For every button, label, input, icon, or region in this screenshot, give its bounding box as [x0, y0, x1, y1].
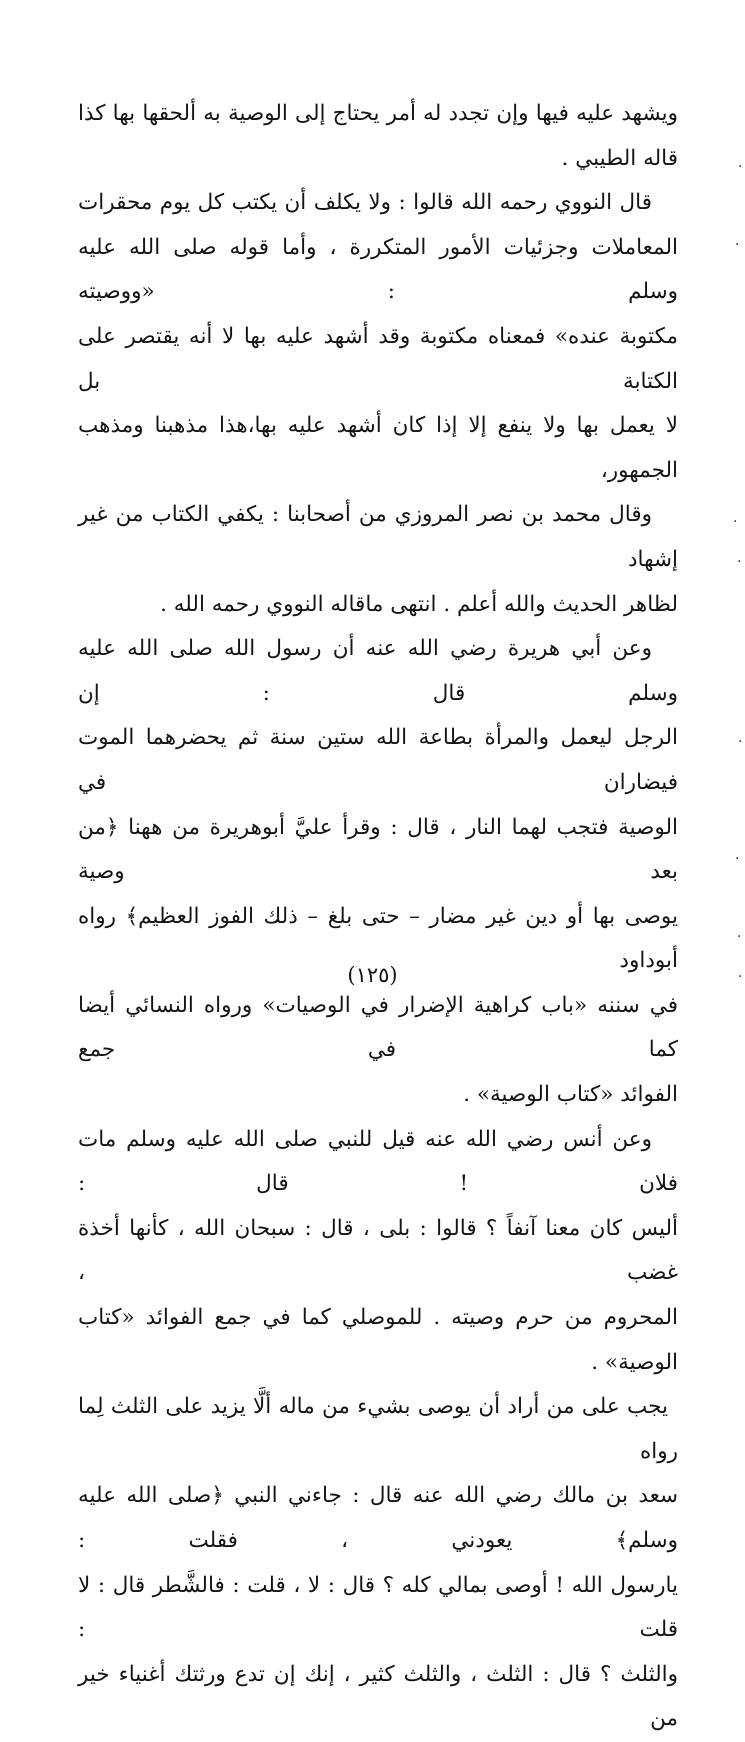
paragraph-3-end — [78, 583, 678, 628]
text-line: وعن أبي هريرة رضي الله عنه أن رسول الله صلى الله عليه وسلم قال : إن — [78, 636, 678, 706]
paragraph-6-line — [78, 1474, 678, 1563]
paragraph-2-line — [78, 226, 678, 315]
text-line: لظاهر الحديث والله أعلم . انتهى ماقاله النووي رحمه الله . — [160, 591, 678, 617]
paragraph-5-end — [78, 1296, 678, 1385]
text-line: أليس كان معنا آنفاً ؟ قالوا : بلى ، قال : سبحان الله ، كأنها أخذة غضب ، — [78, 1215, 678, 1286]
paragraph-5-line — [78, 1207, 678, 1296]
paragraph-4-line — [78, 806, 678, 895]
text-line: الفوائد «كتاب الوصية» . — [463, 1082, 678, 1108]
paragraph-6 — [78, 1385, 678, 1474]
text-line: سعد بن مالك رضي الله عنه قال : جاءني النبي ﴿صلى الله عليه وسلم﴾ يعودني ، فقلت : — [78, 1483, 678, 1553]
margin-speck: · — [738, 969, 743, 985]
text-line: يجب على من أراد أن يوصى بشيء من ماله ألَّا يزيد على الثلث لِما رواه — [78, 1394, 678, 1464]
text-line: يارسول الله ! أوصى بمالي كله ؟ قال : لا ، قلت : فالشَّطر قال : لا قلت : — [78, 1572, 678, 1643]
margin-speck: · — [737, 554, 742, 570]
paragraph-4-line — [78, 716, 678, 805]
text-line: قاله الطيبي . — [561, 145, 678, 171]
text-line: لا يعمل بها ولا ينفع إلا إذا كان أشهد عليه بها،هذا مذهبنا ومذهب الجمهور، — [78, 413, 678, 483]
text-line: يوصى بها أو دين غير مضار – حتى بلغ – ذلك الفوز العظيم﴾ رواه أبوداود — [78, 903, 678, 974]
paragraph-4 — [78, 627, 678, 716]
paragraph-1-end — [78, 137, 678, 182]
margin-speck: · — [738, 159, 743, 175]
paragraph-2-line — [78, 404, 678, 493]
paragraph-6-line — [78, 1564, 678, 1653]
margin-speck: · — [735, 237, 740, 253]
margin-speck: · — [735, 851, 740, 867]
page-body — [78, 92, 678, 1742]
text-line: قال النووي رحمه الله قالوا : ولا يكلف أن يكتب كل يوم محقرات — [78, 190, 652, 216]
paragraph-4-end — [78, 1073, 678, 1118]
text-line: والثلث ؟ قال : الثلث ، والثلث كثير ، إنك إن تدع ورثتك أغنياء خير من — [78, 1661, 678, 1732]
paragraph-3 — [78, 493, 678, 582]
text-line: المحروم من حرم وصيته . للموصلي كما في جمع الفوائد «كتاب الوصية» . — [78, 1305, 678, 1375]
text-line: في سننه «باب كراهية الإضرار في الوصيات» ورواه النسائي أيضا كما في جمع — [78, 992, 678, 1063]
paragraph-2 — [78, 181, 678, 226]
margin-speck: · — [737, 929, 742, 945]
text-line: الوصية فتجب لهما النار ، قال : وقرأ عليَّ أبوهريرة من ههنا ﴿من بعد وصية — [78, 814, 678, 885]
paragraph-5 — [78, 1118, 678, 1207]
page-number: (١٢٥) — [347, 963, 398, 987]
margin-speck: · — [738, 734, 743, 750]
paragraph-2-line — [78, 315, 678, 404]
text-line: المعاملات وجزئيات الأمور المتكررة ، وأما قوله صلى الله عليه وسلم : «ووصيته — [78, 234, 678, 305]
paragraph-1 — [78, 92, 678, 137]
text-line: وعن أنس رضي الله عنه قيل للنبي صلى الله عليه وسلم مات فلان ! قال : — [78, 1126, 678, 1197]
text-line: ويشهد عليه فيها وإن تجدد له أمر يحتاج إلى الوصية به ألحقها بها كذا — [78, 101, 678, 126]
margin-speck: · — [733, 514, 738, 530]
text-line: الرجل ليعمل والمرأة بطاعة الله ستين سنة ثم يحضرهما الموت فيضاران في — [78, 725, 678, 795]
text-line: مكتوبة عنده» فمعناه مكتوبة وقد أشهد عليه بها لا أنه يقتصر على الكتابة بل — [78, 323, 678, 394]
paragraph-6-line — [78, 1653, 678, 1742]
paragraph-4-line — [78, 984, 678, 1073]
text-line: وقال محمد بن نصر المروزي من أصحابنا : يكفي الكتاب من غير إشهاد — [78, 502, 678, 572]
